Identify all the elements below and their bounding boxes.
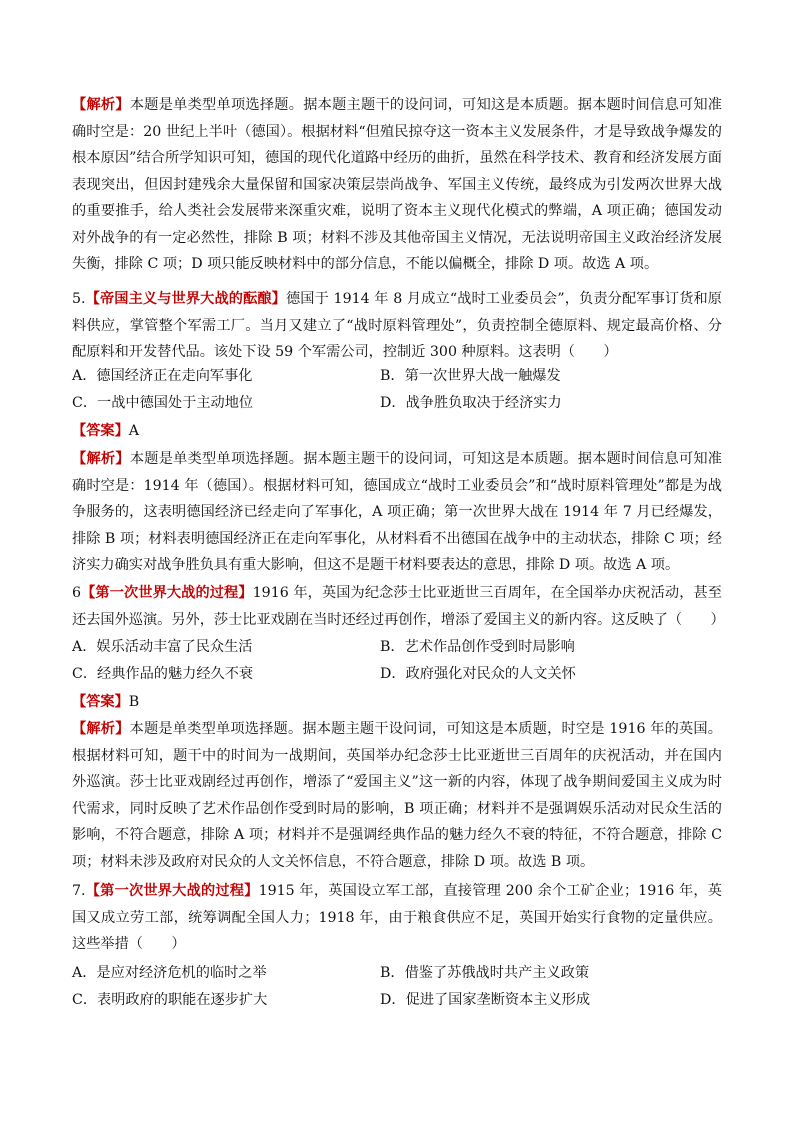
question-6	[72, 580, 725, 633]
question-stem: 1915 年，英国设立军工部，直接管理 200 余个工矿企业；1916 年，英国又成立劳工部，统筹调配全国人力；1918 年，由于粮食供应不足，英国开始实行食物的定量供应。这些举措（ ）	[72, 883, 722, 952]
options-q5	[72, 363, 722, 417]
option-b[interactable]: B．艺术作品创作受到时局影响	[380, 639, 575, 655]
question-number: 7.	[72, 883, 86, 899]
question-7	[72, 878, 722, 958]
option-a[interactable]: A．德国经济正在走向军事化	[72, 368, 253, 384]
analysis-q6	[72, 716, 722, 875]
question-number: 6	[72, 585, 82, 601]
analysis-tag: 【解析】	[72, 97, 130, 113]
option-a[interactable]: A．娱乐活动丰富了民众生活	[72, 639, 253, 655]
option-d[interactable]: D．战争胜负取决于经济实力	[380, 395, 562, 411]
analysis-q4	[72, 92, 722, 278]
options-q6	[72, 634, 722, 688]
question-stem: 德国于 1914 年 8 月成立“战时工业委员会”，负责分配军事订货和原料供应，掌管整个军需工厂。当月又建立了“战时原料管理处”，负责控制全德原料、规定最高价格、分配原料和开发替代品。该处下设 59 个军需公司，控制近 300 种原料。这表明（ ）	[72, 291, 722, 360]
answer-value: A	[128, 423, 140, 439]
question-topic-tag: 【第一次世界大战的过程】	[85, 883, 259, 899]
answer-value: B	[128, 694, 140, 710]
option-c[interactable]: C．经典作品的魅力经久不衰	[72, 666, 254, 682]
answer-tag: 【答案】	[72, 694, 129, 710]
answer-q6	[72, 689, 139, 715]
option-d[interactable]: D．促进了国家垄断资本主义形成	[380, 992, 591, 1008]
answer-tag: 【答案】	[72, 423, 129, 439]
analysis-q5	[72, 446, 722, 579]
options-q7	[72, 960, 722, 1014]
option-d[interactable]: D．政府强化对民众的人文关怀	[380, 666, 576, 682]
answer-q5	[72, 418, 139, 444]
option-a[interactable]: A．是应对经济危机的临时之举	[72, 965, 267, 981]
analysis-tag: 【解析】	[72, 721, 130, 737]
analysis-text: 本题是单类型单项选择题。据本题主题干设问词，可知这是本质题，时空是 1916 年的英国。根据材料可知，题干中的时间为一战期间，英国举办纪念莎士比亚逝世三百周年的庆祝活动，并在国内外巡演。莎士比亚戏剧经过再创作，增添了“爱国主义”这一新的内容，体现了战争期间爱国主义成为时代需求，同时反映了艺术作品创作受到时局的影响，B 项正确；材料并不是强调娱乐活动对民众生活的影响，不符合题意，排除 A 项；材料并不是强调经典作品的魅力经久不衰的特征，不符合题意，排除 C 项；材料未涉及政府对民众的人文关怀信息，不符合题意，排除 D 项。故选 B 项。	[72, 721, 722, 870]
analysis-text: 本题是单类型单项选择题。据本题主题干的设问词，可知这是本质题。据本题时间信息可知准确时空是：1914 年（德国）。根据材料可知，德国成立“战时工业委员会”和“战时原料管理处”都是为战争服务的，这表明德国经济已经走向了军事化，A 项正确；第一次世界大战在 1914 年 7 月已经爆发，排除 B 项；材料表明德国经济正在走向军事化，从材料看不出德国在战争中的主动状态，排除 C 项；经济实力确实对战争胜负具有重大影响，但这不是题干材料要表达的意思，排除 D 项。故选 A 项。	[72, 451, 722, 573]
option-c[interactable]: C．一战中德国处于主动地位	[72, 395, 254, 411]
option-b[interactable]: B．借鉴了苏俄战时共产主义政策	[380, 965, 590, 981]
question-number: 5.	[72, 291, 86, 307]
question-stem: 1916 年，英国为纪念莎士比亚逝世三百周年，在全国举办庆祝活动，甚至还去国外巡演。另外，莎士比亚戏剧在当时还经过再创作，增添了爱国主义的新内容。这反映了（ ）	[72, 585, 725, 628]
question-5	[72, 286, 722, 366]
question-topic-tag: 【帝国主义与世界大战的酝酿】	[85, 291, 286, 307]
question-topic-tag: 【第一次世界大战的过程】	[81, 585, 253, 601]
option-b[interactable]: B．第一次世界大战一触爆发	[380, 368, 561, 384]
analysis-tag: 【解析】	[72, 451, 130, 467]
analysis-text: 本题是单类型单项选择题。据本题主题干的设问词，可知这是本质题。据本题时间信息可知准确时空是：20 世纪上半叶（德国）。根据材料“但殖民掠夺这一资本主义发展条件，才是导致战争爆发的根本原因”结合所学知识可知，德国的现代化道路中经历的曲折，虽然在科学技术、教育和经济发展方面表现突出，但因封建残余大量保留和国家决策层崇尚战争、军国主义传统，最终成为引发两次世界大战的重要推手，给人类社会发展带来深重灾难，说明了资本主义现代化模式的弊端，A 项正确；德国发动对外战争的有一定必然性，排除 B 项；材料不涉及其他帝国主义情况，无法说明帝国主义政治经济发展失衡，排除 C 项；D 项只能反映材料中的部分信息，不能以偏概全，排除 D 项。故选 A 项。	[72, 97, 722, 272]
option-c[interactable]: C．表明政府的职能在逐步扩大	[72, 992, 268, 1008]
